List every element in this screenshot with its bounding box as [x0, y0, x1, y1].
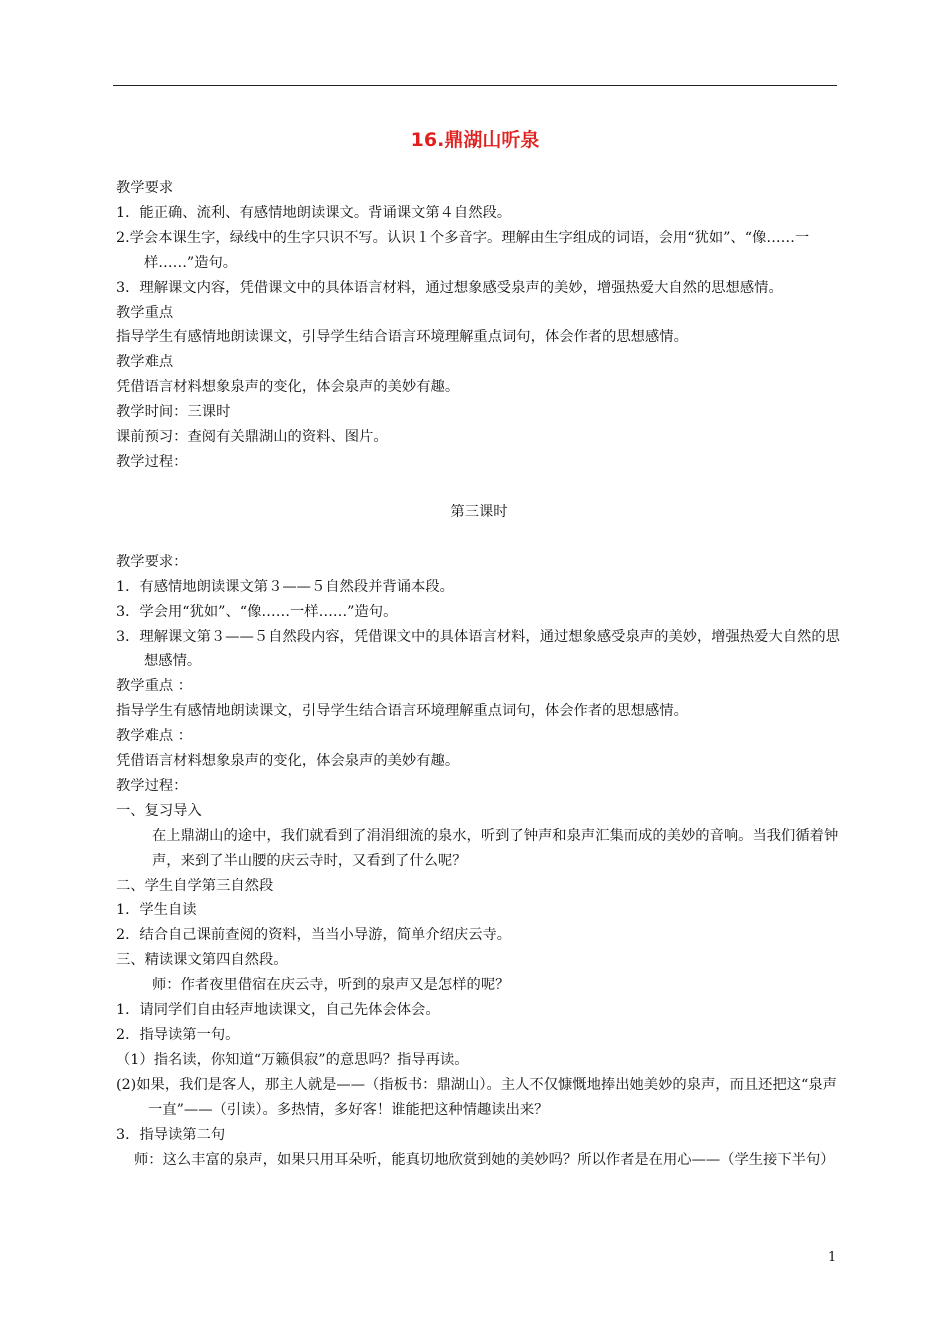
list-item: 1．请同学们自由轻声地读课文，自己先体会体会。: [116, 1002, 440, 1019]
key-points-text-2: 指导学生有感情地朗读课文，引导学生结合语言环境理解重点词句，体会作者的思想感情。: [116, 703, 688, 720]
heading-requirements: 教学要求: [116, 180, 174, 196]
teacher-line: 师：这么丰富的泉声，如果只用耳朵听，能真切地欣赏到她的美妙吗？所以作者是在用心——（学生接下半句）: [134, 1151, 835, 1168]
list-item: 2．结合自己课前查阅的资料，当当小导游，简单介绍庆云寺。: [116, 927, 512, 944]
difficulties-text: 凭借语言材料想象泉声的变化，体会泉声的美妙有趣。: [116, 379, 460, 396]
section-heading: 第三课时: [450, 503, 508, 520]
preview: 课前预习：查阅有关鼎湖山的资料、图片。: [116, 429, 388, 446]
heading-difficulties: 教学难点: [116, 354, 174, 371]
list-item: 1．学生自读: [116, 902, 197, 919]
page-number: 1: [828, 1250, 837, 1265]
list-item: 2．指导读第一句。: [116, 1027, 240, 1043]
document-body: [116, 176, 842, 1172]
difficulties-text-2: 凭借语言材料想象泉声的变化，体会泉声的美妙有趣。: [116, 753, 460, 770]
key-points-text: 指导学生有感情地朗读课文，引导学生结合语言环境理解重点词句，体会作者的思想感情。: [116, 329, 688, 346]
sub-item: (2)如果，我们是客人，那主人就是——（指板书：鼎湖山）。主人不仅慷慨地捧出她美妙的泉声，而且还把这“泉声一直”——（引读）。多热情，多好客！谁能把这种情趣读出来？: [116, 1076, 837, 1118]
step-heading: 三、精读课文第四自然段。: [116, 952, 288, 969]
sub-item: （1）指名读，你知道“万籁俱寂”的意思吗？指导再读。: [116, 1051, 469, 1068]
requirement-item: 1．有感情地朗读课文第３——５自然段并背诵本段。: [116, 578, 454, 595]
teaching-time: 教学时间：三课时: [116, 404, 231, 421]
heading-key-points: 教学重点: [116, 304, 174, 321]
teacher-line: 师：作者夜里借宿在庆云寺，听到的泉声又是怎样的呢？: [152, 977, 510, 994]
heading-difficulties-2: 教学难点 ：: [116, 728, 193, 745]
step-heading: 一、复习导入: [116, 802, 202, 819]
header-rule: [113, 85, 837, 86]
heading-key-points-2: 教学重点 ：: [116, 678, 193, 695]
requirement-item: 3．理解课文内容，凭借课文中的具体语言材料，通过想象感受泉声的美妙，增强热爱大自然的思想感情。: [116, 279, 783, 296]
step-heading: 二、学生自学第三自然段: [116, 877, 274, 894]
requirement-item: 3．理解课文第３——５自然段内容，凭借课文中的具体语言材料，通过想象感受泉声的美妙，增强热爱大自然的思想感情。: [116, 628, 840, 670]
list-item: 3．指导读第二句: [116, 1126, 226, 1143]
requirement-item: 2.学会本课生字，绿线中的生字只识不写。认识１个多音字。理解由生字组成的词语，会用“犹如”、“像……一样……”造句。: [116, 229, 810, 271]
lesson-title: 16.鼎湖山听泉: [410, 129, 540, 151]
heading-requirements-2: 教学要求：: [116, 553, 188, 570]
heading-process-2: 教学过程：: [116, 777, 188, 794]
heading-process: 教学过程：: [116, 453, 188, 470]
paragraph: 在上鼎湖山的途中，我们就看到了涓涓细流的泉水，听到了钟声和泉声汇集而成的美妙的音响。当我们循着钟声，来到了半山腰的庆云寺时，又看到了什么呢？: [152, 827, 839, 869]
requirement-item: 3．学会用“犹如”、“像……一样……”造句。: [116, 603, 398, 620]
requirement-item: 1．能正确、流利、有感情地朗读课文。背诵课文第４自然段。: [116, 204, 512, 221]
